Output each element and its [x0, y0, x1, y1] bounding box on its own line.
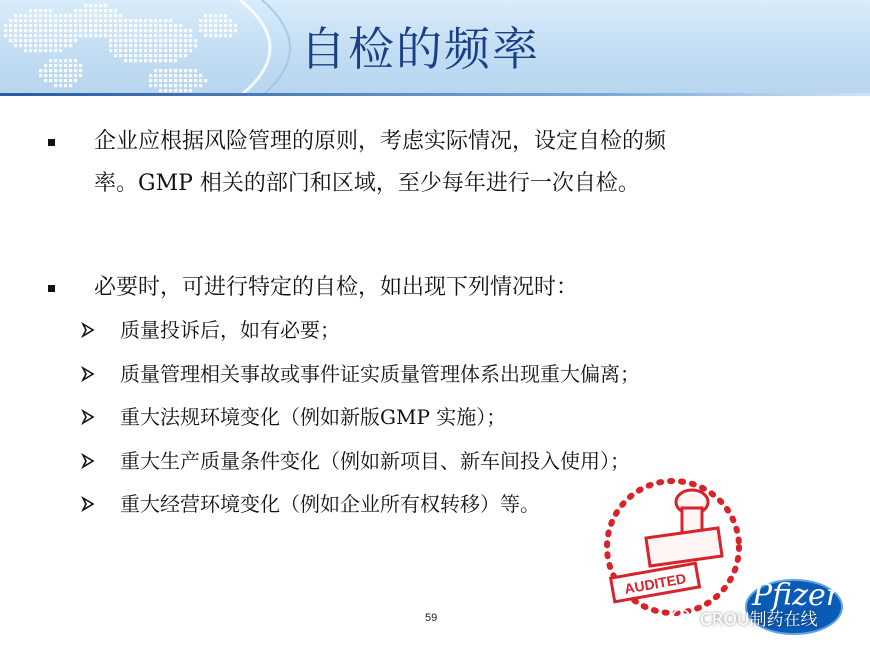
- bullet-2-line-1: 必要时，可进行特定的自检，如出现下列情况时：: [94, 275, 579, 300]
- stamp-label: AUDITED: [623, 570, 688, 597]
- sub-item-1: 质量投诉后，如有必要；: [120, 318, 340, 342]
- arrow-bullet-icon: [80, 453, 96, 469]
- page-number: 59: [425, 612, 438, 624]
- header-banner: [0, 0, 870, 96]
- arrow-bullet-icon: [80, 322, 96, 338]
- arrow-bullet-icon: [80, 496, 96, 512]
- sub-item-2: 质量管理相关事故或事件证实质量管理体系出现重大偏离；: [120, 362, 640, 386]
- header-divider: [0, 93, 870, 96]
- wechat-icon: [672, 608, 694, 626]
- bullet-1-line-1: 企业应根据风险管理的原则，考虑实际情况，设定自检的频: [94, 129, 667, 154]
- sub-item-4: 重大生产质量条件变化（例如新项目、新车间投入使用）；: [120, 449, 630, 473]
- page-title: 自检的频率: [300, 22, 540, 76]
- audited-stamp-icon: [598, 472, 748, 622]
- sub-item-3: 重大法规环境变化（例如新版GMP 实施）；: [120, 405, 507, 429]
- bullet-square-icon: [48, 139, 55, 146]
- arrow-bullet-icon: [80, 366, 96, 382]
- world-map-graphic: [0, 0, 300, 96]
- logo-text: Pfizer: [752, 578, 841, 613]
- watermark-text: CROU制药在线: [700, 609, 818, 630]
- watermark: [672, 604, 818, 630]
- sub-item-5: 重大经营环境变化（例如企业所有权转移）等。: [120, 492, 540, 516]
- bullet-1-line-2: 率。GMP 相关的部门和区域，至少每年进行一次自检。: [94, 171, 640, 196]
- bullet-square-icon: [48, 285, 55, 292]
- arrow-bullet-icon: [80, 409, 96, 425]
